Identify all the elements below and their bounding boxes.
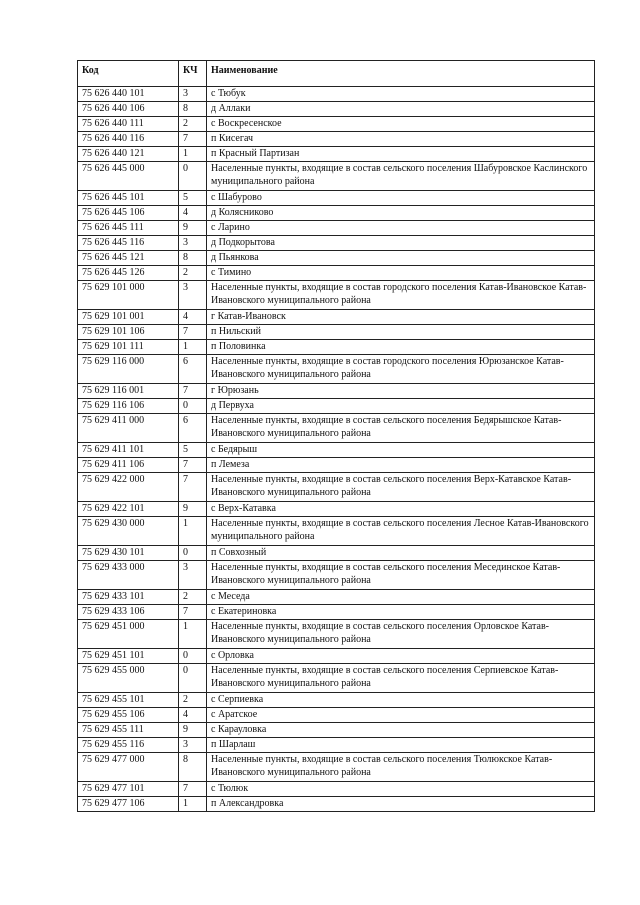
name-cell: с Воскресенское [207, 117, 595, 132]
table-row [78, 723, 595, 738]
name-cell: Населенные пункты, входящие в состав сельского поселения Орловское Катав-Ивановского муниципального района [207, 620, 595, 649]
name-cell: Населенные пункты, входящие в состав сельского поселения Шабуровское Каслинского муниципального района [207, 162, 595, 191]
kch-cell: 2 [179, 266, 207, 281]
table-row [78, 162, 595, 191]
table-row [78, 473, 595, 502]
name-cell: с Бедярыш [207, 443, 595, 458]
kch-cell: 1 [179, 517, 207, 546]
code-cell: 75 629 430 000 [78, 517, 179, 546]
code-cell: 75 629 422 101 [78, 502, 179, 517]
kch-cell: 8 [179, 102, 207, 117]
name-cell: п Нильский [207, 325, 595, 340]
table-row [78, 147, 595, 162]
kch-cell: 1 [179, 147, 207, 162]
code-cell: 75 626 445 126 [78, 266, 179, 281]
table-row [78, 206, 595, 221]
kch-cell: 0 [179, 649, 207, 664]
code-cell: 75 629 101 106 [78, 325, 179, 340]
name-cell: Населенные пункты, входящие в состав сельского поселения Серпиевское Катав-Ивановского муниципального района [207, 664, 595, 693]
code-cell: 75 626 445 106 [78, 206, 179, 221]
code-cell: 75 629 411 106 [78, 458, 179, 473]
kch-cell: 7 [179, 132, 207, 147]
table-row [78, 251, 595, 266]
column-header-kch: КЧ [179, 61, 207, 87]
name-cell: Населенные пункты, входящие в состав сельского поселения Верх-Катавское Катав-Ивановского муниципального района [207, 473, 595, 502]
name-cell: д Первуха [207, 399, 595, 414]
name-cell: Населенные пункты, входящие в состав городского поселения Юрюзанское Катав-Ивановского муниципального района [207, 355, 595, 384]
kch-cell: 7 [179, 384, 207, 399]
kch-cell: 1 [179, 620, 207, 649]
kch-cell: 3 [179, 561, 207, 590]
column-header-name: Наименование [207, 61, 595, 87]
kch-cell: 0 [179, 546, 207, 561]
table-row [78, 605, 595, 620]
kch-cell: 7 [179, 605, 207, 620]
name-cell: д Аллаки [207, 102, 595, 117]
table-row [78, 590, 595, 605]
name-cell: Населенные пункты, входящие в состав сельского поселения Месединское Катав-Ивановского муниципального района [207, 561, 595, 590]
table-row [78, 399, 595, 414]
code-cell: 75 629 101 111 [78, 340, 179, 355]
kch-cell: 3 [179, 738, 207, 753]
code-cell: 75 629 422 000 [78, 473, 179, 502]
table-row [78, 325, 595, 340]
table-row [78, 132, 595, 147]
table-row [78, 738, 595, 753]
code-cell: 75 629 101 000 [78, 281, 179, 310]
kch-cell: 0 [179, 399, 207, 414]
kch-cell: 1 [179, 797, 207, 812]
code-cell: 75 629 116 001 [78, 384, 179, 399]
name-cell: п Шарлаш [207, 738, 595, 753]
kch-cell: 4 [179, 310, 207, 325]
kch-cell: 5 [179, 443, 207, 458]
name-cell: п Александровка [207, 797, 595, 812]
name-cell: д Пьянкова [207, 251, 595, 266]
code-cell: 75 626 445 121 [78, 251, 179, 266]
name-cell: п Кисегач [207, 132, 595, 147]
code-cell: 75 626 440 116 [78, 132, 179, 147]
name-cell: с Екатериновка [207, 605, 595, 620]
name-cell: п Лемеза [207, 458, 595, 473]
table-row [78, 236, 595, 251]
table-row [78, 546, 595, 561]
code-cell: 75 626 445 116 [78, 236, 179, 251]
name-cell: Населенные пункты, входящие в состав сельского поселения Тюлюкское Катав-Ивановского муниципального района [207, 753, 595, 782]
settlement-codes-table [77, 60, 595, 812]
name-cell: с Серпиевка [207, 693, 595, 708]
kch-cell: 2 [179, 693, 207, 708]
code-cell: 75 629 455 116 [78, 738, 179, 753]
kch-cell: 0 [179, 162, 207, 191]
table-row [78, 340, 595, 355]
kch-cell: 4 [179, 708, 207, 723]
code-cell: 75 629 455 000 [78, 664, 179, 693]
code-cell: 75 626 440 101 [78, 87, 179, 102]
table-row [78, 221, 595, 236]
table-row [78, 191, 595, 206]
kch-cell: 3 [179, 236, 207, 251]
table-row [78, 266, 595, 281]
kch-cell: 6 [179, 355, 207, 384]
name-cell: с Тимино [207, 266, 595, 281]
code-cell: 75 629 101 001 [78, 310, 179, 325]
table-row [78, 782, 595, 797]
kch-cell: 2 [179, 117, 207, 132]
code-cell: 75 629 411 101 [78, 443, 179, 458]
table-row [78, 664, 595, 693]
table-row [78, 693, 595, 708]
name-cell: с Карауловка [207, 723, 595, 738]
table-row [78, 355, 595, 384]
kch-cell: 9 [179, 723, 207, 738]
kch-cell: 0 [179, 664, 207, 693]
code-cell: 75 629 430 101 [78, 546, 179, 561]
name-cell: п Красный Партизан [207, 147, 595, 162]
code-cell: 75 629 477 106 [78, 797, 179, 812]
name-cell: с Аратское [207, 708, 595, 723]
table-row [78, 620, 595, 649]
table-row [78, 102, 595, 117]
code-cell: 75 626 440 111 [78, 117, 179, 132]
name-cell: Населенные пункты, входящие в состав городского поселения Катав-Ивановское Катав-Ивановского муниципального района [207, 281, 595, 310]
name-cell: с Тюлюк [207, 782, 595, 797]
name-cell: д Колясниково [207, 206, 595, 221]
kch-cell: 7 [179, 325, 207, 340]
code-cell: 75 629 116 106 [78, 399, 179, 414]
code-cell: 75 629 455 106 [78, 708, 179, 723]
kch-cell: 4 [179, 206, 207, 221]
table-row [78, 117, 595, 132]
name-cell: с Тюбук [207, 87, 595, 102]
code-cell: 75 626 445 111 [78, 221, 179, 236]
name-cell: с Орловка [207, 649, 595, 664]
table-row [78, 517, 595, 546]
code-cell: 75 629 455 111 [78, 723, 179, 738]
table-row [78, 649, 595, 664]
table-row [78, 87, 595, 102]
table-row [78, 708, 595, 723]
kch-cell: 9 [179, 502, 207, 517]
code-cell: 75 629 477 000 [78, 753, 179, 782]
code-cell: 75 629 433 101 [78, 590, 179, 605]
name-cell: с Меседа [207, 590, 595, 605]
table-row [78, 458, 595, 473]
table-row [78, 443, 595, 458]
name-cell: д Подкорытова [207, 236, 595, 251]
kch-cell: 6 [179, 414, 207, 443]
code-cell: 75 629 433 106 [78, 605, 179, 620]
kch-cell: 3 [179, 87, 207, 102]
code-cell: 75 629 411 000 [78, 414, 179, 443]
table-row [78, 797, 595, 812]
table-row [78, 561, 595, 590]
column-header-code: Код [78, 61, 179, 87]
table-row [78, 502, 595, 517]
name-cell: с Верх-Катавка [207, 502, 595, 517]
header-row [78, 61, 595, 87]
code-cell: 75 629 433 000 [78, 561, 179, 590]
kch-cell: 7 [179, 473, 207, 502]
table-row [78, 753, 595, 782]
kch-cell: 5 [179, 191, 207, 206]
name-cell: Населенные пункты, входящие в состав сельского поселения Лесное Катав-Ивановского муниципального района [207, 517, 595, 546]
name-cell: с Шабурово [207, 191, 595, 206]
kch-cell: 1 [179, 340, 207, 355]
code-cell: 75 629 451 101 [78, 649, 179, 664]
name-cell: с Ларино [207, 221, 595, 236]
code-cell: 75 629 116 000 [78, 355, 179, 384]
code-cell: 75 629 477 101 [78, 782, 179, 797]
kch-cell: 9 [179, 221, 207, 236]
name-cell: г Юрюзань [207, 384, 595, 399]
table-body [78, 87, 595, 812]
table-row [78, 310, 595, 325]
name-cell: Населенные пункты, входящие в состав сельского поселения Бедярышское Катав-Ивановского муниципального района [207, 414, 595, 443]
code-cell: 75 629 455 101 [78, 693, 179, 708]
kch-cell: 8 [179, 753, 207, 782]
code-cell: 75 626 440 121 [78, 147, 179, 162]
kch-cell: 2 [179, 590, 207, 605]
table-row [78, 384, 595, 399]
code-cell: 75 626 445 101 [78, 191, 179, 206]
table-row [78, 414, 595, 443]
kch-cell: 3 [179, 281, 207, 310]
code-cell: 75 626 445 000 [78, 162, 179, 191]
code-cell: 75 626 440 106 [78, 102, 179, 117]
table-row [78, 281, 595, 310]
kch-cell: 8 [179, 251, 207, 266]
name-cell: п Совхозный [207, 546, 595, 561]
name-cell: г Катав-Ивановск [207, 310, 595, 325]
kch-cell: 7 [179, 458, 207, 473]
code-cell: 75 629 451 000 [78, 620, 179, 649]
table-header [78, 61, 595, 87]
name-cell: п Половинка [207, 340, 595, 355]
kch-cell: 7 [179, 782, 207, 797]
